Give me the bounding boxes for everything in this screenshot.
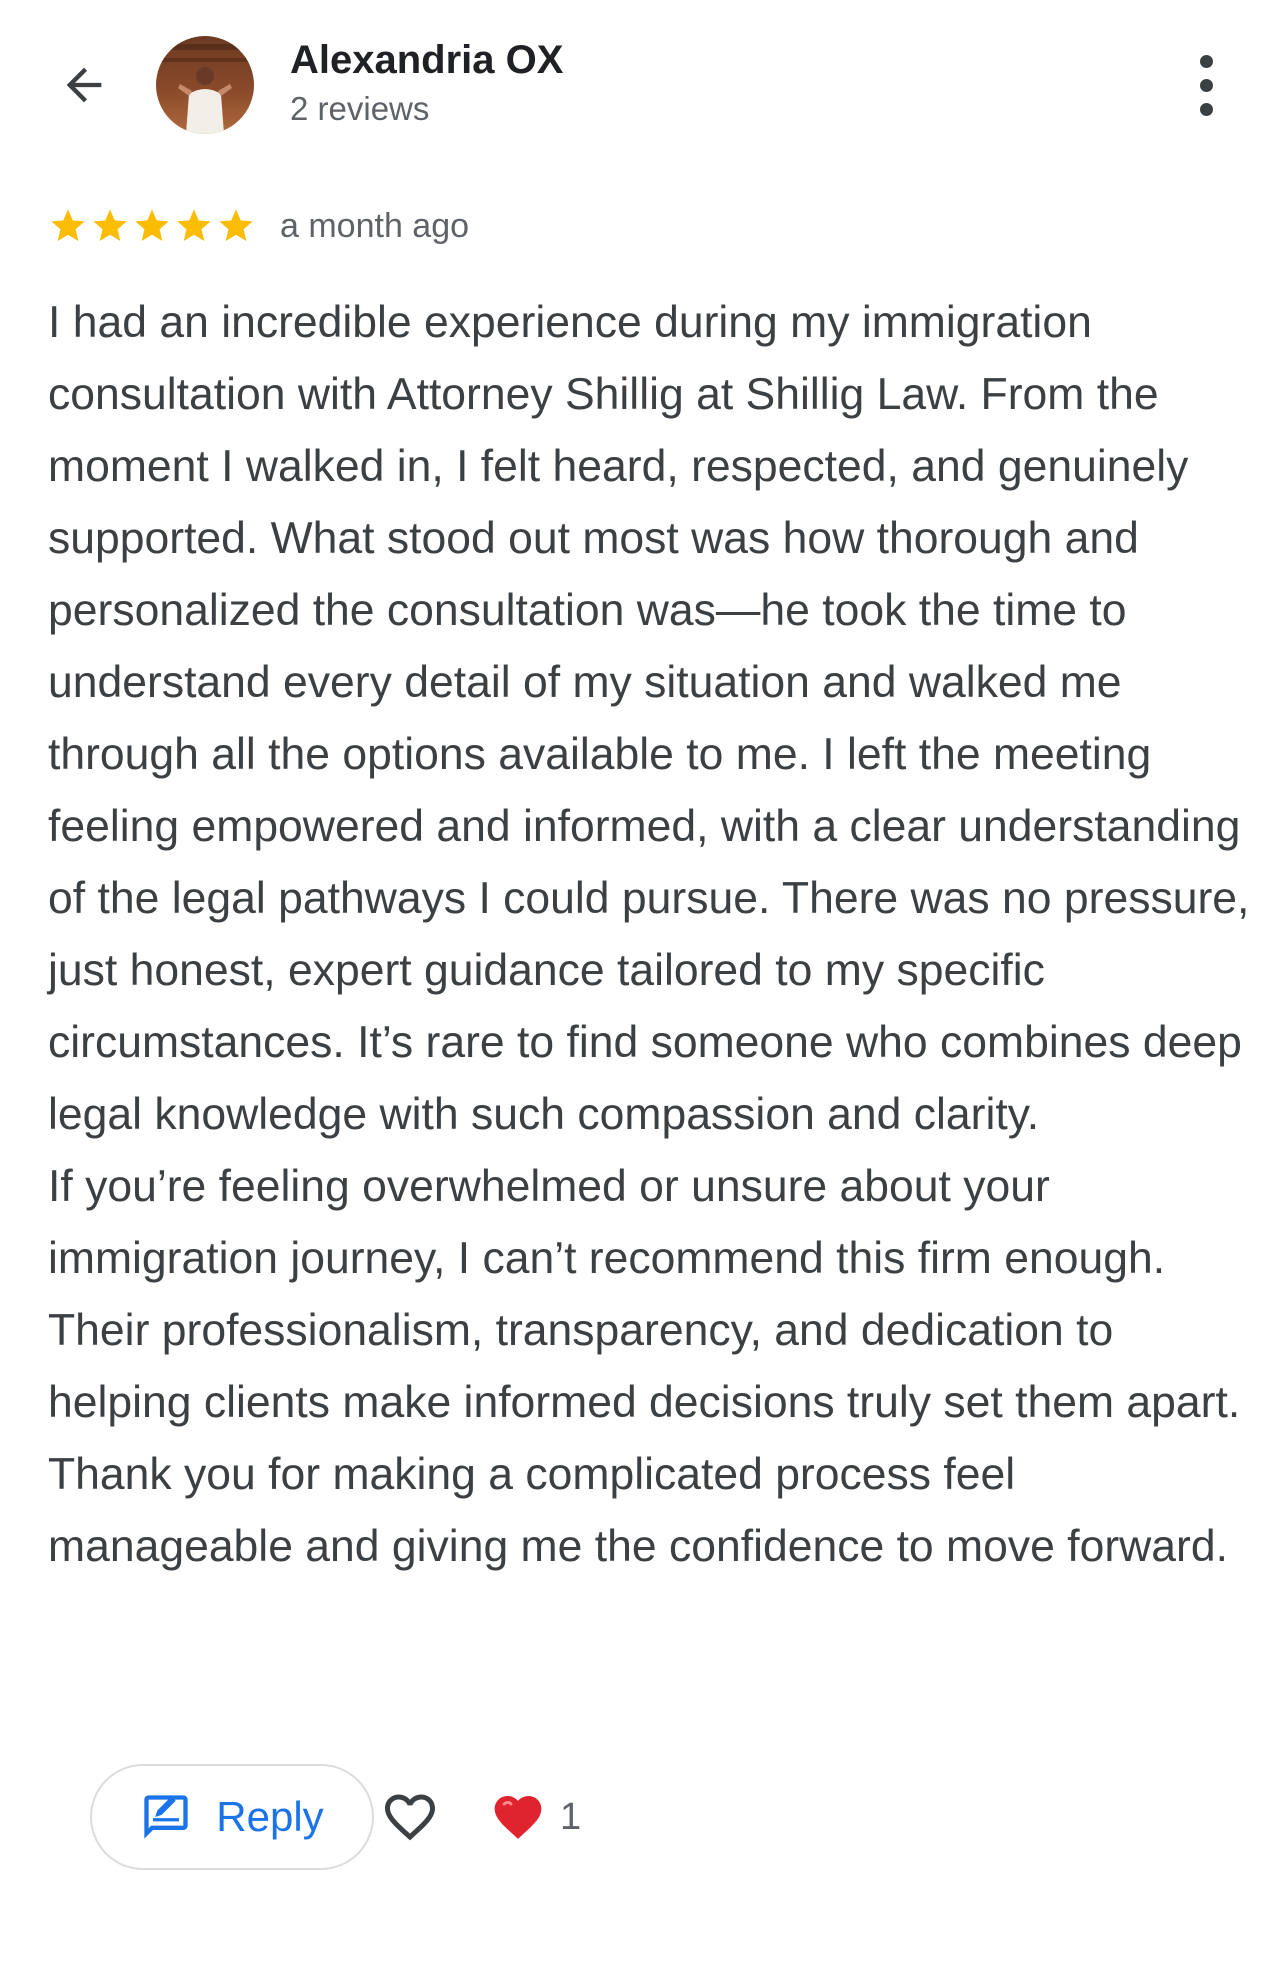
arrow-left-icon [58, 59, 110, 111]
review-actions [90, 1762, 581, 1872]
star-icon [174, 206, 214, 246]
like-button[interactable] [376, 1783, 444, 1851]
star-icon [216, 206, 256, 246]
rating-row [48, 200, 469, 252]
author-name[interactable]: Alexandria OX [290, 38, 564, 82]
star-icon [132, 206, 172, 246]
back-button[interactable] [44, 45, 124, 125]
heart-outline-icon [380, 1787, 440, 1847]
review-text [48, 287, 1258, 1583]
review-paragraph: I had an incredible experience during my immigration consultation with Attorney Shillig at Shillig Law. From the moment I walked in, I felt heard, respected, and genuinely supported. What stood out most was how thorough and personalized the consultation was—he took the time to understand every detail of my situation and walked me through all the options available to me. I left the meeting feeling empowered and informed, with a clear understanding of the legal pathways I could pursue. There was no pressure, just honest, expert guidance tailored to my specific circumstances. It’s rare to find someone who combines deep legal knowledge with such compassion and clarity. [48, 298, 1250, 1139]
review-time: a month ago [280, 206, 470, 245]
red-heart-icon [490, 1789, 546, 1845]
reaction-chip[interactable] [490, 1789, 581, 1845]
reply-label: Reply [216, 1793, 324, 1840]
reaction-count: 1 [560, 1795, 582, 1838]
more-vert-icon [1200, 55, 1213, 68]
reply-button[interactable] [90, 1764, 374, 1870]
rate-review-icon [140, 1791, 192, 1843]
more-options-button[interactable] [1176, 50, 1236, 120]
review-header [0, 0, 1284, 170]
star-icon [90, 206, 130, 246]
avatar[interactable] [156, 36, 254, 134]
review-paragraph: If you’re feeling overwhelmed or unsure about your immigration journey, I can’t recommend this firm enough. Their professionalism, transparency, and dedication to helping clients make informed decisions truly set them apart. Thank you for making a complicated process feel manageable and giving me the confidence to move forward. [48, 1162, 1241, 1571]
author-review-count: 2 reviews [290, 90, 430, 127]
star-icon [48, 206, 88, 246]
star-rating [48, 206, 256, 246]
